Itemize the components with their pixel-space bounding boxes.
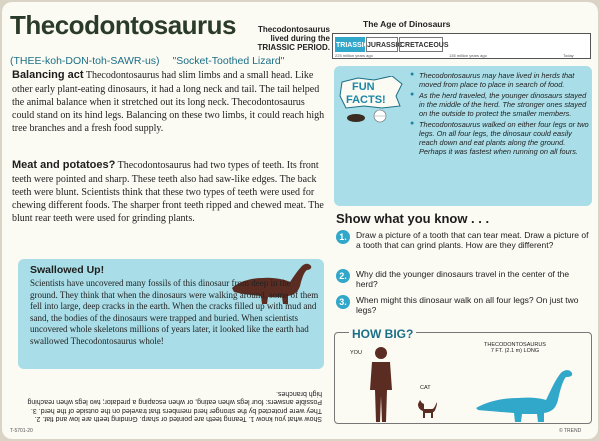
meat-section — [12, 158, 326, 225]
pronunciation — [10, 55, 284, 67]
dino-length-label: 7 FT. (2.1 m) LONG — [490, 348, 540, 354]
balancing-section — [12, 68, 326, 135]
fun-facts-list — [410, 71, 590, 158]
copyright-trend: © TREND — [559, 428, 582, 434]
lived-line-1: Thecodontosaurus — [257, 25, 330, 34]
fun-fact-item: ● As the herd traveled, the younger dinosaurs stayed in the middle of the herd. The stronger ones stayed on the outside to protect the smaller members. — [410, 91, 590, 118]
page-title: Thecodontosaurus — [10, 10, 237, 40]
fun-badge-line1: FUN — [352, 81, 375, 93]
timeline-mid-label: 135 million years ago — [449, 53, 487, 58]
human-silhouette-icon — [368, 346, 394, 422]
question-number: 2. — [336, 269, 350, 283]
question-number: 3. — [336, 295, 350, 309]
upside-down-answers: Show what you know 1. Tearing teeth are pointed or sharp. Grinding teeth are low and flat. 2. They were protected by the stronger herd members that traveled on the outside of the herd. 3. Possible answers: four legs when eating, or when escaping a predator; two legs when reaching high branches. — [27, 389, 322, 422]
period-triassic: TRIASSIC — [335, 37, 365, 52]
timeline-left-label: 225 million years ago — [335, 53, 373, 58]
period-cretaceous: CRETACEOUS — [399, 37, 443, 52]
lived-line-2: lived during the — [270, 33, 330, 43]
swallowed-text: Scientists have uncovered many fossils of this dinosaur from deep in the ground. They think that when the dinosaurs were walking around, some of them fell into large, deep cracks in the earth. When the cracks filled up with mud and sand, the bodies of the dinosaurs were trapped and buried. When scientists uncovered whole skeletons millions of years later, it looked like the earth had swallowed Thecodontosaurus whole! — [30, 278, 319, 346]
question-text: Why did the younger dinosaurs travel in the center of the herd? — [356, 269, 570, 290]
dino-size-label — [470, 342, 560, 354]
meat-heading: Meat and potatoes? — [12, 159, 116, 171]
balancing-heading: Balancing act — [12, 69, 84, 81]
fun-fact-item: ● Thecodontosaurus may have lived in herds that moved from place to place in search of food. — [410, 71, 590, 89]
age-of-dinosaurs-title: The Age of Dinosaurs — [363, 19, 451, 29]
you-label: YOU — [350, 350, 362, 356]
lived-note — [238, 26, 330, 52]
show-what-you-know-title: Show what you know . . . — [336, 211, 490, 226]
period-timeline — [332, 33, 591, 59]
timeline-right-label: Today — [563, 53, 574, 58]
nickname: "Socket-Toothed Lizard" — [172, 55, 285, 67]
dino-name-label: THECODONTOSAURUS — [484, 342, 546, 348]
period-jurassic: JURASSIC — [366, 37, 398, 52]
question-text: Draw a picture of a tooth that can tear meat. Draw a picture of a tooth that can grind plants. How are they different? — [356, 230, 589, 251]
cat-label: CAT — [420, 385, 431, 391]
balancing-text: Thecodontosaurus had slim limbs and a small head. Like other early plant-eating dinosaurs, it had a long neck and tail. The tail helped the animal balance when it stretched out its long neck. Thecodontosaurus could stand on its hind legs. Balancing on these two limbs, it could reach high tree branches and a fresh food supply. — [12, 70, 325, 135]
meat-text: Thecodontosaurus had two types of teeth. Its front teeth were pointed and sharp. These teeth also had saw-like edges. The back teeth were blunt. Scientists think that these two types of teeth were used for chewing different foods. The sharper front teeth ripped and chewed meat. The blunt rear teeth were used for grinding plants. — [12, 160, 324, 225]
swallowed-heading: Swallowed Up! — [30, 264, 105, 276]
how-big-title: HOW BIG? — [349, 327, 416, 341]
lived-line-3: TRIASSIC PERIOD. — [257, 42, 330, 52]
fun-fact-item: ● Thecodontosaurus walked on either four legs or two legs. On all four legs, the dinosaur could easily reach down and eat plants along the ground. Perhaps it was fastest when running on all fours. — [410, 120, 590, 156]
fun-badge-line2: FACTS! — [346, 94, 386, 106]
dinosaur-size-silhouette-icon — [474, 364, 586, 422]
pronunciation-text: (THEE-koh-DON-toh-SAWR-us) — [10, 55, 160, 67]
cat-silhouette-icon — [416, 398, 438, 418]
fact-card — [2, 2, 598, 439]
fun-facts-badge-icon — [338, 76, 404, 124]
question-number: 1. — [336, 230, 350, 244]
question-text: When might this dinosaur walk on all four legs? On just two legs? — [356, 295, 579, 316]
product-code: T-5701-20 — [10, 428, 33, 434]
